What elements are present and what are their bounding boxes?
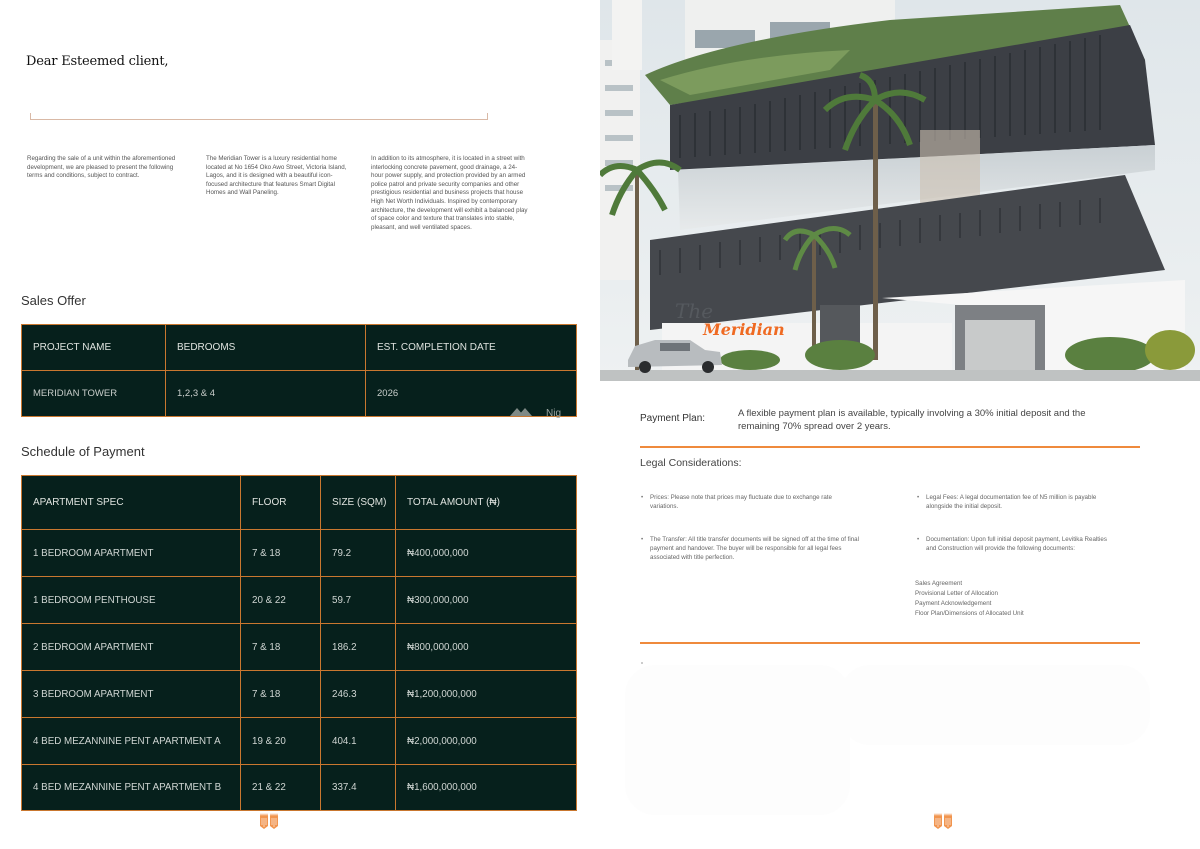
document-item: Floor Plan/Dimensions of Allocated Unit <box>915 610 1024 617</box>
cell-size: 404.1 <box>321 718 396 765</box>
cell-amount: ₦800,000,000 <box>396 624 577 671</box>
cell-spec: 1 BEDROOM APARTMENT <box>22 530 241 577</box>
header-cell: EST. COMPLETION DATE <box>366 325 577 371</box>
schedule-table <box>21 475 577 811</box>
cell-amount: ₦400,000,000 <box>396 530 577 577</box>
intro-paragraph-1: Regarding the sale of a unit within the aforementioned development, we are pleased to present the following terms and conditions, subject to contract. <box>27 155 176 180</box>
crown-logo-icon <box>933 812 953 830</box>
header-cell: APARTMENT SPEC <box>22 476 241 530</box>
header-cell: BEDROOMS <box>166 325 366 371</box>
sales-offer-title: Sales Offer <box>21 293 86 308</box>
cell-spec: 4 BED MEZANNINE PENT APARTMENT A <box>22 718 241 765</box>
table-row <box>22 371 577 417</box>
cell-floor: 7 & 18 <box>241 624 321 671</box>
header-cell: FLOOR <box>241 476 321 530</box>
sign-the: The <box>675 299 714 323</box>
header-cell: TOTAL AMOUNT (₦) <box>396 476 577 530</box>
cell-spec: 4 BED MEZANNINE PENT APARTMENT B <box>22 765 241 811</box>
divider <box>640 642 1140 644</box>
legal-considerations-title: Legal Considerations: <box>640 457 742 469</box>
faded-area <box>840 665 1150 745</box>
table-header-row <box>22 325 577 371</box>
payment-plan-label: Payment Plan: <box>640 413 706 424</box>
legal-item-prices: • Prices: Please note that prices may fluctuate due to exchange rate variations. <box>640 493 840 511</box>
cell-spec: 1 BEDROOM PENTHOUSE <box>22 577 241 624</box>
table-row <box>22 718 577 765</box>
legal-item-transfer: • The Transfer: All title transfer documents will be signed off at the time of final payment and handover. The buyer will be responsible for all legal fees associated with title perfection. <box>640 535 865 562</box>
cell-spec: 3 BEDROOM APARTMENT <box>22 671 241 718</box>
bullet-dot <box>641 662 643 664</box>
greeting: Dear Esteemed client, <box>26 54 169 69</box>
legal-item-documentation: • Documentation: Upon full initial deposit payment, Levitika Realties and Construction will provide the following documents: <box>916 535 1116 553</box>
cell-amount: ₦300,000,000 <box>396 577 577 624</box>
cell-floor: 19 & 20 <box>241 718 321 765</box>
table-row <box>22 624 577 671</box>
table-row <box>22 671 577 718</box>
cell-amount: ₦2,000,000,000 <box>396 718 577 765</box>
cell-floor: 21 & 22 <box>241 765 321 811</box>
cell-completion-date: 2026 <box>366 371 577 417</box>
cell-size: 59.7 <box>321 577 396 624</box>
cell-amount: ₦1,200,000,000 <box>396 671 577 718</box>
document-item: Sales Agreement <box>915 580 963 587</box>
document-item: Provisional Letter of Allocation <box>915 590 998 597</box>
table-row <box>22 577 577 624</box>
schedule-title: Schedule of Payment <box>21 444 145 459</box>
divider-bracket <box>30 113 488 120</box>
cell-size: 246.3 <box>321 671 396 718</box>
sign-meridian: Meridian <box>703 320 785 339</box>
building-rendering-image <box>600 0 1200 381</box>
legal-item-fees: • Legal Fees: A legal documentation fee of N5 million is payable alongside the initial deposit. <box>916 493 1116 511</box>
documents-list <box>915 579 1024 619</box>
document-item: Payment Acknowledgement <box>915 600 992 607</box>
intro-paragraph-3: In addition to its atmosphere, it is located in a street with interlocking concrete pavement, good drainage, a 24-hour power supply, and protection provided by an armed police patrol and private security companies and other prestigious residential and business projects that house High Net Worth Individuals. Inspired by contemporary architecture, the development will exhibit a balanced play of space color and texture that translates into stable, pleasant, and well ventilated spaces. <box>371 155 528 231</box>
sales-offer-table <box>21 324 577 417</box>
mountain-icon <box>510 406 532 416</box>
cell-project-name: MERIDIAN TOWER <box>22 371 166 417</box>
cell-floor: 7 & 18 <box>241 671 321 718</box>
table-header-row <box>22 476 577 530</box>
cell-size: 186.2 <box>321 624 396 671</box>
header-cell: PROJECT NAME <box>22 325 166 371</box>
payment-plan-text: A flexible payment plan is available, typically involving a 30% initial deposit and the remaining 70% spread over 2 years. <box>738 408 1086 432</box>
crown-logo-icon <box>259 812 279 830</box>
cell-floor: 7 & 18 <box>241 530 321 577</box>
watermark: Nig <box>510 406 561 419</box>
cell-bedrooms: 1,2,3 & 4 <box>166 371 366 417</box>
table-row <box>22 765 577 811</box>
cell-size: 79.2 <box>321 530 396 577</box>
table-row <box>22 530 577 577</box>
cell-floor: 20 & 22 <box>241 577 321 624</box>
header-cell: SIZE (SQM) <box>321 476 396 530</box>
divider <box>640 446 1140 448</box>
cell-amount: ₦1,600,000,000 <box>396 765 577 811</box>
intro-paragraph-2: The Meridian Tower is a luxury residential home located at No 1654 Oko Awo Street, Victoria Island, Lagos, and it is designed with a beautiful icon-focused architecture that features Smart Digital Homes and Wall Paneling. <box>206 155 347 197</box>
right-page <box>600 0 1200 849</box>
cell-spec: 2 BEDROOM APARTMENT <box>22 624 241 671</box>
faded-area <box>625 665 850 815</box>
cell-size: 337.4 <box>321 765 396 811</box>
